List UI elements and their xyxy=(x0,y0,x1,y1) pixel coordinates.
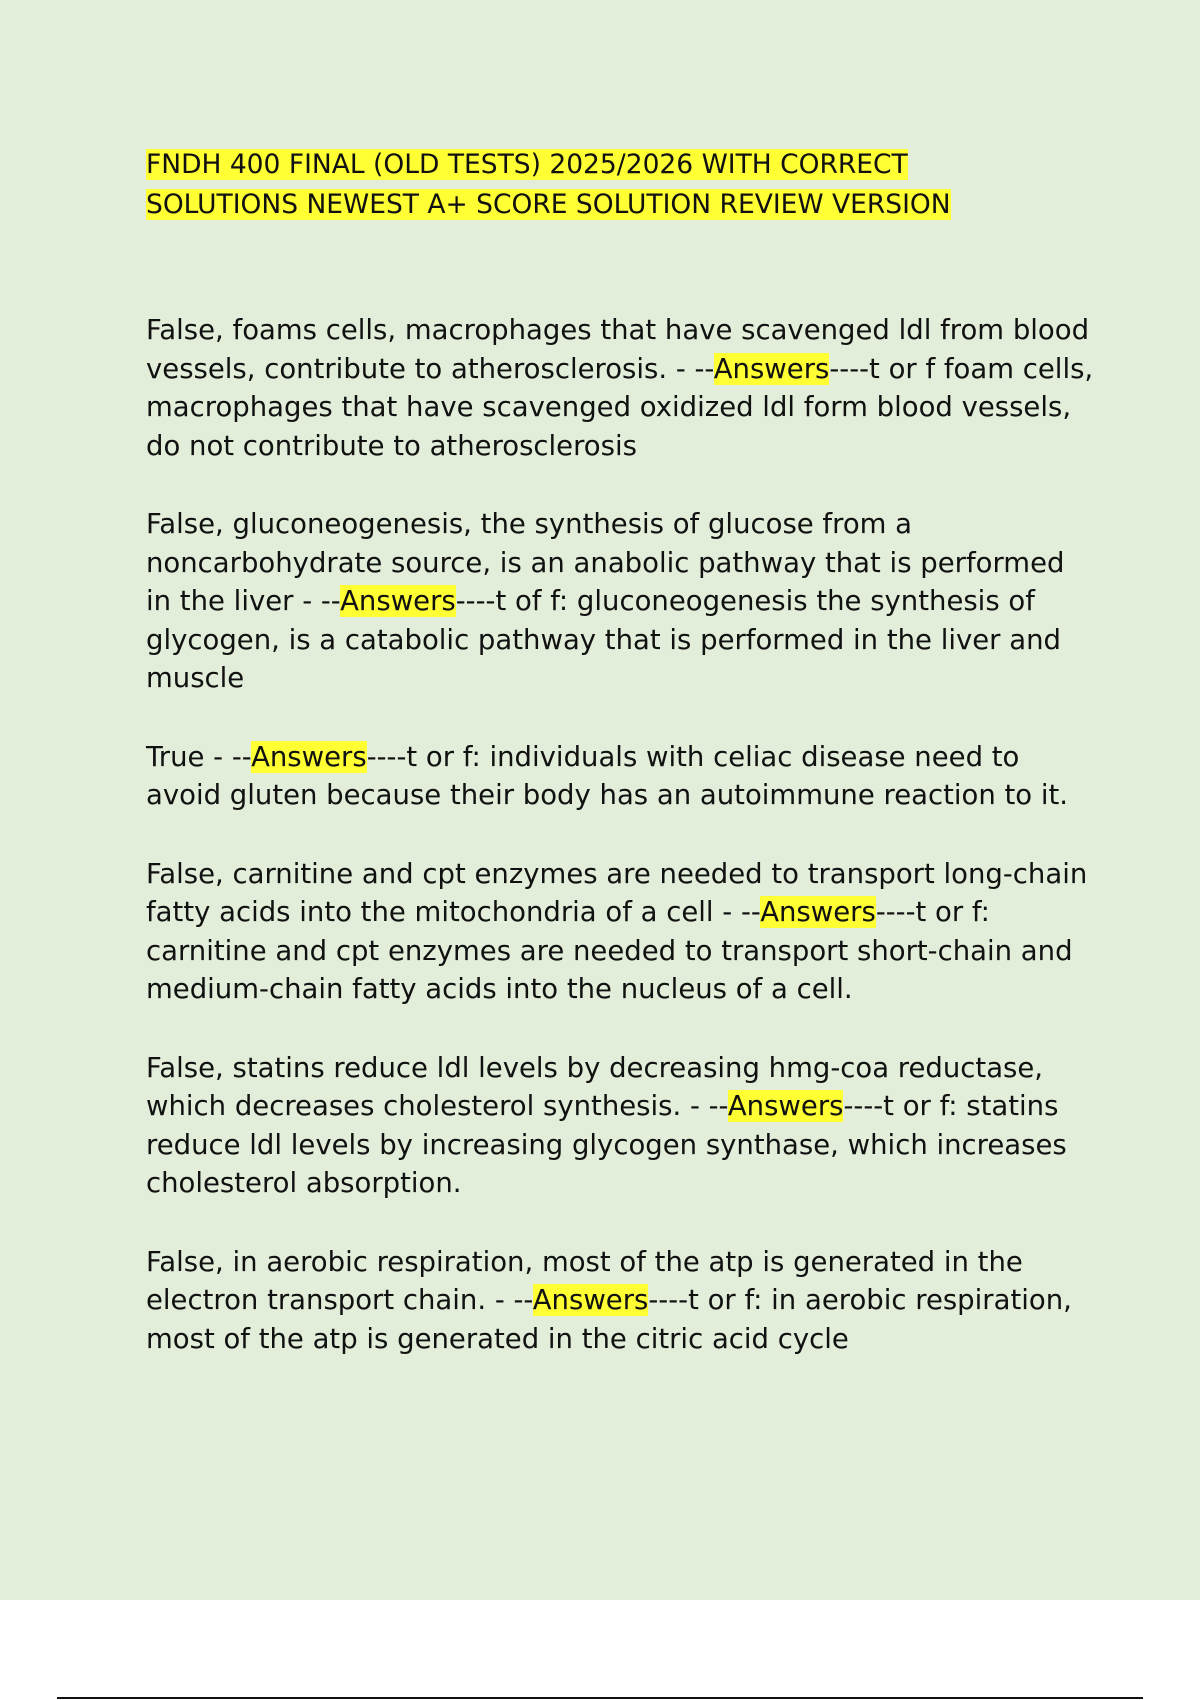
qa-question-text: ----t or f: in aerobic respiration, most of the atp is generated in the citric acid cycle xyxy=(146,1284,1072,1355)
qa-answer-text: False, in aerobic respiration, most of the atp is generated in the electron transport chain. - -- xyxy=(146,1245,1023,1316)
title-line-2: SOLUTIONS NEWEST A+ SCORE SOLUTION REVIEW VERSION xyxy=(146,189,951,220)
qa-answer-text: True - -- xyxy=(146,740,252,773)
qa-item xyxy=(146,1049,1096,1203)
qa-answer-text: False, carnitine and cpt enzymes are needed to transport long-chain fatty acids into the mitochondria of a cell - -- xyxy=(146,857,1088,928)
qa-item xyxy=(146,1243,1096,1359)
answers-marker: Answers xyxy=(727,1090,844,1122)
qa-answer-text: False, foams cells, macrophages that have scavenged ldl from blood vessels, contribute to atherosclerosis. - -- xyxy=(146,314,1090,385)
footer-divider xyxy=(57,1697,1143,1699)
qa-answer-text: False, gluconeogenesis, the synthesis of glucose from a noncarbohydrate source, is an anabolic pathway that is performed in the liver - -- xyxy=(146,508,1065,617)
qa-question-text: ----t of f: gluconeogenesis the synthesis of glycogen, is a catabolic pathway that is performed in the liver and muscle xyxy=(146,585,1061,694)
qa-item xyxy=(146,738,1096,815)
answers-marker: Answers xyxy=(760,896,876,928)
qa-item xyxy=(146,505,1096,698)
qa-question-text: ----t or f: individuals with celiac disease need to avoid gluten because their body has an autoimmune reaction to it. xyxy=(146,740,1069,811)
qa-item xyxy=(146,311,1096,465)
qa-question-text: ----t or f foam cells, macrophages that have scavenged oxidized ldl form blood vessels, do not contribute to atherosclerosis xyxy=(146,352,1094,462)
qa-answer-text: False, statins reduce ldl levels by decreasing hmg-coa reductase, which decreases cholesterol synthesis. - -- xyxy=(146,1051,1044,1122)
answers-marker: Answers xyxy=(532,1284,649,1316)
answers-marker: Answers xyxy=(340,585,456,617)
document-title xyxy=(146,145,1096,225)
qa-question-text: ----t or f: statins reduce ldl levels by increasing glycogen synthase, which increases cholesterol absorption. xyxy=(146,1090,1067,1199)
answers-marker: Answers xyxy=(713,352,830,385)
answers-marker: Answers xyxy=(251,740,367,773)
title-line-1: FNDH 400 FINAL (OLD TESTS) 2025/2026 WITH CORRECT xyxy=(146,149,908,180)
document-body xyxy=(146,145,1096,1398)
qa-question-text: ----t or f: carnitine and cpt enzymes are needed to transport short-chain and medium-chain fatty acids into the nucleus of a cell. xyxy=(146,896,1073,1005)
qa-item xyxy=(146,855,1096,1009)
question-list xyxy=(146,311,1096,1358)
